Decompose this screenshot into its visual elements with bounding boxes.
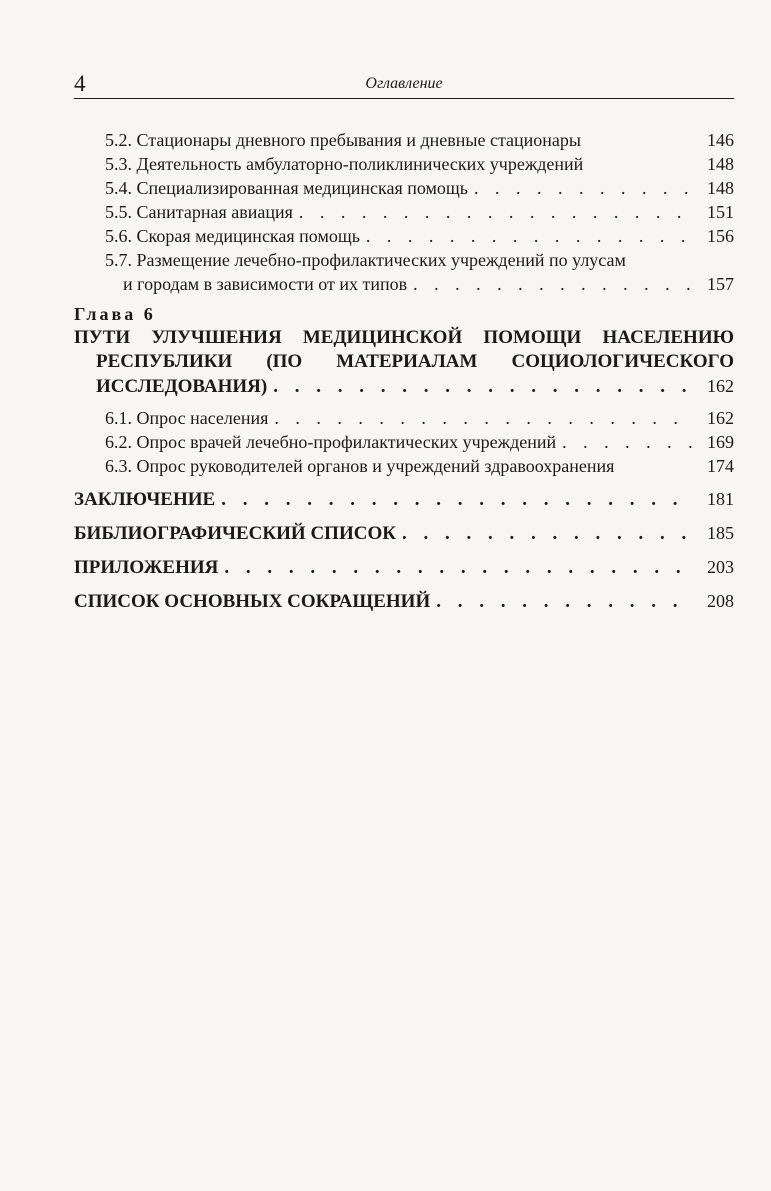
- toc-entry-6-2[interactable]: [74, 430, 734, 454]
- dot-leader: [273, 375, 692, 399]
- entry-title: Скорая медицинская помощь: [136, 226, 360, 246]
- page-number: 4: [74, 71, 86, 96]
- dot-leader: [299, 200, 692, 224]
- entry-page: 181: [707, 489, 734, 509]
- entry-title: Санитарная авиация: [136, 202, 293, 222]
- entry-page: 146: [707, 130, 734, 150]
- dot-leader: [366, 224, 692, 248]
- entry-title: ПРИЛОЖЕНИЯ: [74, 557, 219, 578]
- toc-entry-6-1[interactable]: [74, 406, 734, 430]
- entry-title: Опрос населения: [136, 408, 269, 428]
- entry-page: 157: [707, 274, 734, 294]
- entry-title-line2: и городам в зависимости от их типов: [123, 274, 408, 294]
- entry-title: Опрос руководителей органов и учреждений здравоохранения: [136, 456, 615, 476]
- entry-page: 203: [707, 557, 734, 577]
- entry-page: 151: [707, 202, 734, 222]
- entry-page: 162: [707, 376, 734, 396]
- entry-number: 5.4.: [105, 178, 132, 198]
- toc-entry-5-7[interactable]: [74, 248, 734, 296]
- entry-page: 208: [707, 591, 734, 611]
- toc-entry-bibliography[interactable]: [74, 521, 734, 546]
- dot-leader: [224, 556, 692, 580]
- toc-entry-5-2[interactable]: [74, 128, 734, 152]
- entry-title: Стационары дневного пребывания и дневные стационары: [136, 130, 582, 150]
- toc-entry-5-3[interactable]: [74, 152, 734, 176]
- toc-entry-5-6[interactable]: [74, 224, 734, 248]
- entry-page: 174: [707, 456, 734, 476]
- entry-title-line1: 5.7. Размещение лечебно-профилактических учреждений по улусам: [105, 250, 626, 270]
- entry-number: 6.2.: [105, 432, 132, 452]
- dot-leader: [274, 406, 692, 430]
- entry-page: 185: [707, 523, 734, 543]
- dot-leader: [562, 430, 692, 454]
- table-of-contents: [74, 128, 734, 614]
- dot-leader: [474, 176, 692, 200]
- chapter-title-line2: РЕСПУБЛИКИ (ПО МАТЕРИАЛАМ СОЦИОЛОГИЧЕСКОГО: [96, 351, 734, 372]
- entry-title: СПИСОК ОСНОВНЫХ СОКРАЩЕНИЙ: [74, 591, 431, 612]
- chapter-title-line1: ПУТИ УЛУЧШЕНИЯ МЕДИЦИНСКОЙ ПОМОЩИ НАСЕЛЕНИЮ: [74, 327, 734, 348]
- dot-leader: [221, 488, 692, 512]
- toc-entry-5-4[interactable]: [74, 176, 734, 200]
- entry-number: 5.5.: [105, 202, 132, 222]
- dot-leader: [436, 590, 692, 614]
- dot-leader: [402, 522, 692, 546]
- entry-number: 5.3.: [105, 154, 132, 174]
- entry-number: 5.2.: [105, 130, 132, 150]
- entry-page: 162: [707, 408, 734, 428]
- entry-page: 148: [707, 154, 734, 174]
- entry-title: Специализированная медицинская помощь: [136, 178, 468, 198]
- entry-number: 6.1.: [105, 408, 132, 428]
- entry-page: 156: [707, 226, 734, 246]
- entry-page: 148: [707, 178, 734, 198]
- entry-title: Опрос врачей лечебно-профилактических учреждений: [136, 432, 557, 452]
- dot-leader: [413, 272, 692, 296]
- entry-title: ЗАКЛЮЧЕНИЕ: [74, 489, 216, 510]
- entry-number: 5.6.: [105, 226, 132, 246]
- entry-number: 6.3.: [105, 456, 132, 476]
- toc-entry-abbreviations[interactable]: [74, 589, 734, 614]
- toc-entry-6-3[interactable]: [74, 454, 734, 478]
- entry-page: 169: [707, 432, 734, 452]
- toc-entry-appendices[interactable]: [74, 555, 734, 580]
- running-title: Оглавление: [365, 75, 443, 92]
- toc-entry-5-5[interactable]: [74, 200, 734, 224]
- running-head: [74, 68, 734, 99]
- toc-entry-conclusion[interactable]: [74, 487, 734, 512]
- chapter-label: Глава 6: [74, 304, 156, 324]
- entry-title: БИБЛИОГРАФИЧЕСКИЙ СПИСОК: [74, 523, 397, 544]
- chapter-title-line3: ИССЛЕДОВАНИЯ): [96, 376, 268, 397]
- chapter-6-heading[interactable]: [74, 326, 734, 399]
- entry-title: Деятельность амбулаторно-поликлинических учреждений: [136, 154, 584, 174]
